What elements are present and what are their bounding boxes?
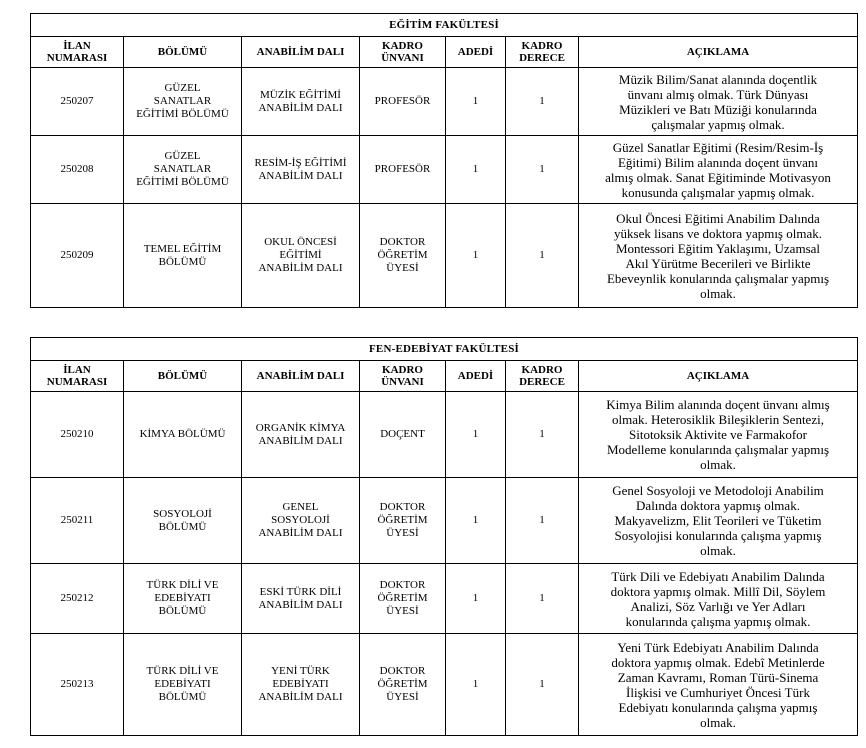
adedi-cell: 1 <box>446 564 506 634</box>
ilan-number: 250207 <box>31 68 124 136</box>
header-aciklama: AÇIKLAMA <box>579 37 858 68</box>
derece-cell: 1 <box>506 564 579 634</box>
ilan-number: 250208 <box>31 136 124 204</box>
header-ilan: İLAN NUMARASI <box>31 37 124 68</box>
unvan-cell: DOKTOR ÖĞRETİM ÜYESİ <box>360 634 446 736</box>
table-row <box>31 204 858 308</box>
table-row <box>31 634 858 736</box>
header-kadro-unvan: KADRO ÜNVANI <box>360 361 446 392</box>
derece-cell: 1 <box>506 204 579 308</box>
ilan-number: 250213 <box>31 634 124 736</box>
aciklama-cell: Genel Sosyoloji ve Metodoloji Anabilim Dalında doktora yapmış olmak. Makyavelizm, Elit Teorileri ve Tüketim Sosyolojisi konularında çalışma yapmış olmak. <box>579 478 858 564</box>
unvan-cell: PROFESÖR <box>360 68 446 136</box>
unvan-cell: DOÇENT <box>360 392 446 478</box>
anabilim-cell: ORGANİK KİMYA ANABİLİM DALI <box>242 392 360 478</box>
adedi-cell: 1 <box>446 392 506 478</box>
header-adedi: ADEDİ <box>446 361 506 392</box>
adedi-cell: 1 <box>446 136 506 204</box>
bolum-cell: TÜRK DİLİ VE EDEBİYATI BÖLÜMÜ <box>124 564 242 634</box>
bolum-cell: TÜRK DİLİ VE EDEBİYATI BÖLÜMÜ <box>124 634 242 736</box>
adedi-cell: 1 <box>446 634 506 736</box>
unvan-cell: DOKTOR ÖĞRETİM ÜYESİ <box>360 564 446 634</box>
section-title: EĞİTİM FAKÜLTESİ <box>31 14 858 37</box>
table-row <box>31 392 858 478</box>
anabilim-cell: OKUL ÖNCESİ EĞİTİMİ ANABİLİM DALI <box>242 204 360 308</box>
header-aciklama: AÇIKLAMA <box>579 361 858 392</box>
aciklama-cell: Güzel Sanatlar Eğitimi (Resim/Resim-İş Eğitimi) Bilim alanında doçent ünvanı almış olmak. Sanat Eğitiminde Motivasyon konusunda çalışmalar yapmış olmak. <box>579 136 858 204</box>
bolum-cell: GÜZEL SANATLAR EĞİTİMİ BÖLÜMÜ <box>124 136 242 204</box>
aciklama-cell: Yeni Türk Edebiyatı Anabilim Dalında doktora yapmış olmak. Edebî Metinlerde Zaman Kavramı, Roman Türü-Sinema İlişkisi ve Cumhuriyet Öncesi Türk Edebiyatı konularında çalışma yapmış olmak. <box>579 634 858 736</box>
header-anabilim: ANABİLİM DALI <box>242 361 360 392</box>
ilan-number: 250210 <box>31 392 124 478</box>
aciklama-cell: Okul Öncesi Eğitimi Anabilim Dalında yüksek lisans ve doktora yapmış olmak. Montessori Eğitim Yaklaşımı, Uzamsal Akıl Yürütme Becerileri ve Birlikte Ebeveynlik konularında çalışmalar yapmış olmak. <box>579 204 858 308</box>
bolum-cell: TEMEL EĞİTİM BÖLÜMÜ <box>124 204 242 308</box>
unvan-cell: PROFESÖR <box>360 136 446 204</box>
section-title: FEN-EDEBİYAT FAKÜLTESİ <box>31 338 858 361</box>
faculty-table-egitim <box>30 13 858 308</box>
header-bolum: BÖLÜMÜ <box>124 37 242 68</box>
table-row <box>31 564 858 634</box>
unvan-cell: DOKTOR ÖĞRETİM ÜYESİ <box>360 478 446 564</box>
header-row <box>31 361 858 392</box>
header-kadro-unvan: KADRO ÜNVANI <box>360 37 446 68</box>
anabilim-cell: GENEL SOSYOLOJİ ANABİLİM DALI <box>242 478 360 564</box>
anabilim-cell: MÜZİK EĞİTİMİ ANABİLİM DALI <box>242 68 360 136</box>
aciklama-cell: Türk Dili ve Edebiyatı Anabilim Dalında doktora yapmış olmak. Millî Dil, Söylem Analizi, Söz Varlığı ve Yer Adları konularında çalışma yapmış olmak. <box>579 564 858 634</box>
header-ilan: İLAN NUMARASI <box>31 361 124 392</box>
header-bolum: BÖLÜMÜ <box>124 361 242 392</box>
derece-cell: 1 <box>506 68 579 136</box>
adedi-cell: 1 <box>446 204 506 308</box>
header-anabilim: ANABİLİM DALI <box>242 37 360 68</box>
adedi-cell: 1 <box>446 478 506 564</box>
table-row <box>31 68 858 136</box>
table-row <box>31 136 858 204</box>
anabilim-cell: ESKİ TÜRK DİLİ ANABİLİM DALI <box>242 564 360 634</box>
anabilim-cell: RESİM-İŞ EĞİTİMİ ANABİLİM DALI <box>242 136 360 204</box>
header-kadro-derece: KADRO DERECE <box>506 37 579 68</box>
derece-cell: 1 <box>506 392 579 478</box>
header-adedi: ADEDİ <box>446 37 506 68</box>
aciklama-cell: Müzik Bilim/Sanat alanında doçentlik ünvanı almış olmak. Türk Dünyası Müzikleri ve Batı Müziği konularında çalışmalar yapmış olmak. <box>579 68 858 136</box>
ilan-number: 250209 <box>31 204 124 308</box>
bolum-cell: SOSYOLOJİ BÖLÜMÜ <box>124 478 242 564</box>
header-row <box>31 37 858 68</box>
unvan-cell: DOKTOR ÖĞRETİM ÜYESİ <box>360 204 446 308</box>
derece-cell: 1 <box>506 136 579 204</box>
anabilim-cell: YENİ TÜRK EDEBİYATI ANABİLİM DALI <box>242 634 360 736</box>
adedi-cell: 1 <box>446 68 506 136</box>
ilan-number: 250211 <box>31 478 124 564</box>
ilan-number: 250212 <box>31 564 124 634</box>
bolum-cell: KİMYA BÖLÜMÜ <box>124 392 242 478</box>
bolum-cell: GÜZEL SANATLAR EĞİTİMİ BÖLÜMÜ <box>124 68 242 136</box>
table-row <box>31 478 858 564</box>
derece-cell: 1 <box>506 634 579 736</box>
faculty-table-fen-edebiyat <box>30 337 858 736</box>
header-kadro-derece: KADRO DERECE <box>506 361 579 392</box>
aciklama-cell: Kimya Bilim alanında doçent ünvanı almış olmak. Heterosiklik Bileşiklerin Sentezi, Sitotoksik Aktivite ve Farmakofor Modelleme konularında çalışmalar yapmış olmak. <box>579 392 858 478</box>
derece-cell: 1 <box>506 478 579 564</box>
